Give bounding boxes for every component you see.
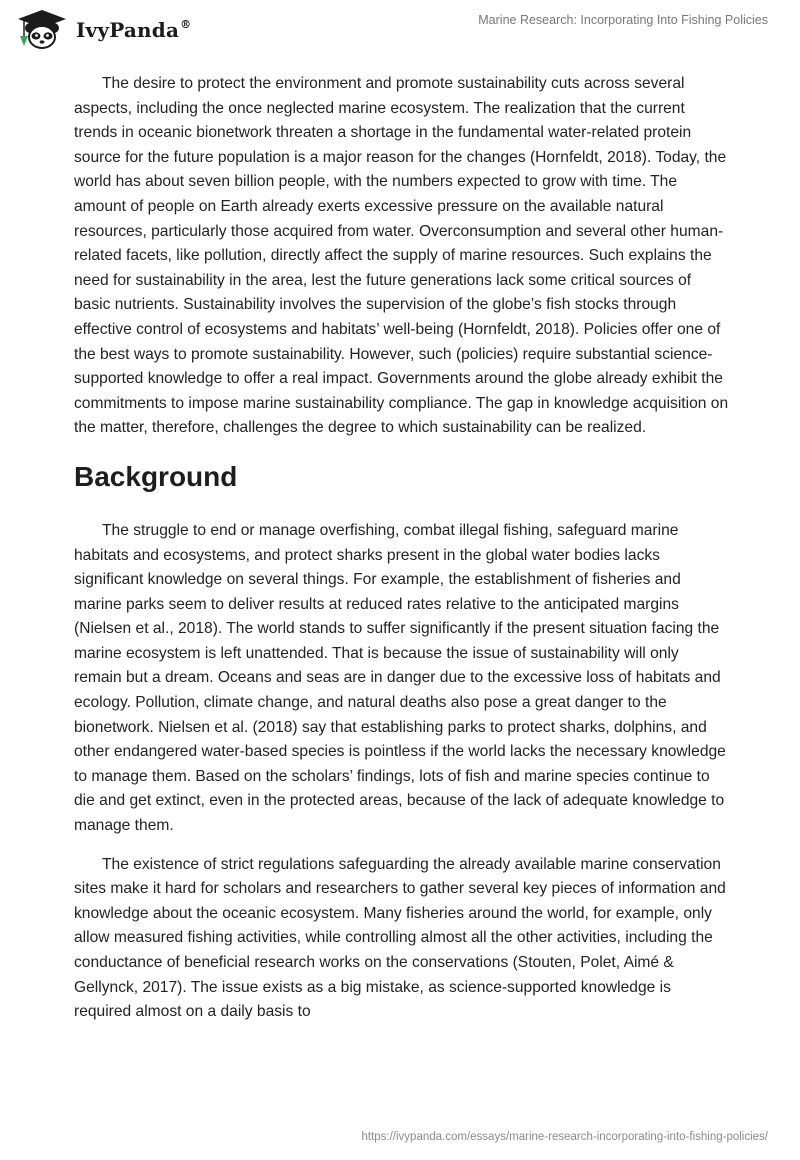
logo-wordmark bbox=[76, 18, 191, 42]
essay-content bbox=[74, 72, 730, 1025]
background-paragraph-2: The existence of strict regulations safeguarding the already available marine conservation sites make it hard for scholars and researchers to gather several key pieces of information and knowledge about the oceanic ecosystem. Many fisheries around the world, for example, only allow measured fishing activities, while controlling almost all the other activities, including the conductance of beneficial research works on the conservations (Stouten, Polet, Aimé & Gellynck, 2017). The issue exists as a big mistake, as science-supported knowledge is required almost on a daily basis to bbox=[74, 855, 726, 1021]
logo-name: IvyPanda bbox=[76, 18, 180, 42]
intro-paragraph: The desire to protect the environment and promote sustainability cuts across several aspects, including the once neglected marine ecosystem. The realization that the current trends in oceanic bionetwork threaten a shortage in the fundamental water-related protein source for the future population is a major reason for the changes (Hornfeldt, 2018). Today, the world has about seven billion people, with the numbers expected to grow with time. The amount of people on Earth already exerts excessive pressure on the available natural resources, particularly those acquired from water. Overconsumption and several other human-related facets, like pollution, directly affect the supply of marine resources. Such explains the need for sustainability in the area, lest the future generations lack some critical sources of basic nutrients. Sustainability involves the supervision of the globe’s fish stocks through effective control of ecosystems and habitats’ well-being (Hornfeldt, 2018). Policies offer one of the best ways to promote sustainability. However, such (policies) require substantial science-supported knowledge to offer a real impact. Governments around the globe already exhibit the commitments to impose marine sustainability compliance. The gap in knowledge acquisition on the matter, therefore, challenges the degree to which sustainability can be realized. bbox=[74, 75, 729, 437]
document-title: Marine Research: Incorporating Into Fishing Policies bbox=[478, 13, 768, 27]
source-url[interactable]: https://ivypanda.com/essays/marine-research-incorporating-into-fishing-policies/ bbox=[361, 1131, 768, 1143]
panda-graduate-icon bbox=[14, 8, 70, 52]
page-header bbox=[0, 0, 800, 60]
ivypanda-logo[interactable] bbox=[14, 8, 191, 52]
background-paragraph-1: The struggle to end or manage overfishing, combat illegal fishing, safeguard marine habitats and ecosystems, and protect sharks present in the global water bodies lacks significant knowledge on several things. For example, the establishment of fisheries and marine parks seem to deliver results at reduced rates relative to the anticipated margins (Nielsen et al., 2018). The world stands to suffer significantly if the present situation facing the marine ecosystem is left unattended. That is because the issue of sustainability will only remain but a dream. Oceans and seas are in danger due to the excessive loss of habitats and ecology. Pollution, climate change, and natural deaths also pose a great danger to the bionetwork. Nielsen et al. (2018) say that establishing parks to protect sharks, dolphins, and other endangered water-based species is pointless if the world lacks the necessary knowledge to manage them. Based on the scholars’ findings, lots of fish and marine species continue to die and get extinct, even in the protected areas, because of the lack of adequate knowledge to manage them. bbox=[74, 521, 726, 835]
registered-mark: ® bbox=[180, 18, 192, 31]
section-heading-background: Background bbox=[74, 460, 238, 492]
